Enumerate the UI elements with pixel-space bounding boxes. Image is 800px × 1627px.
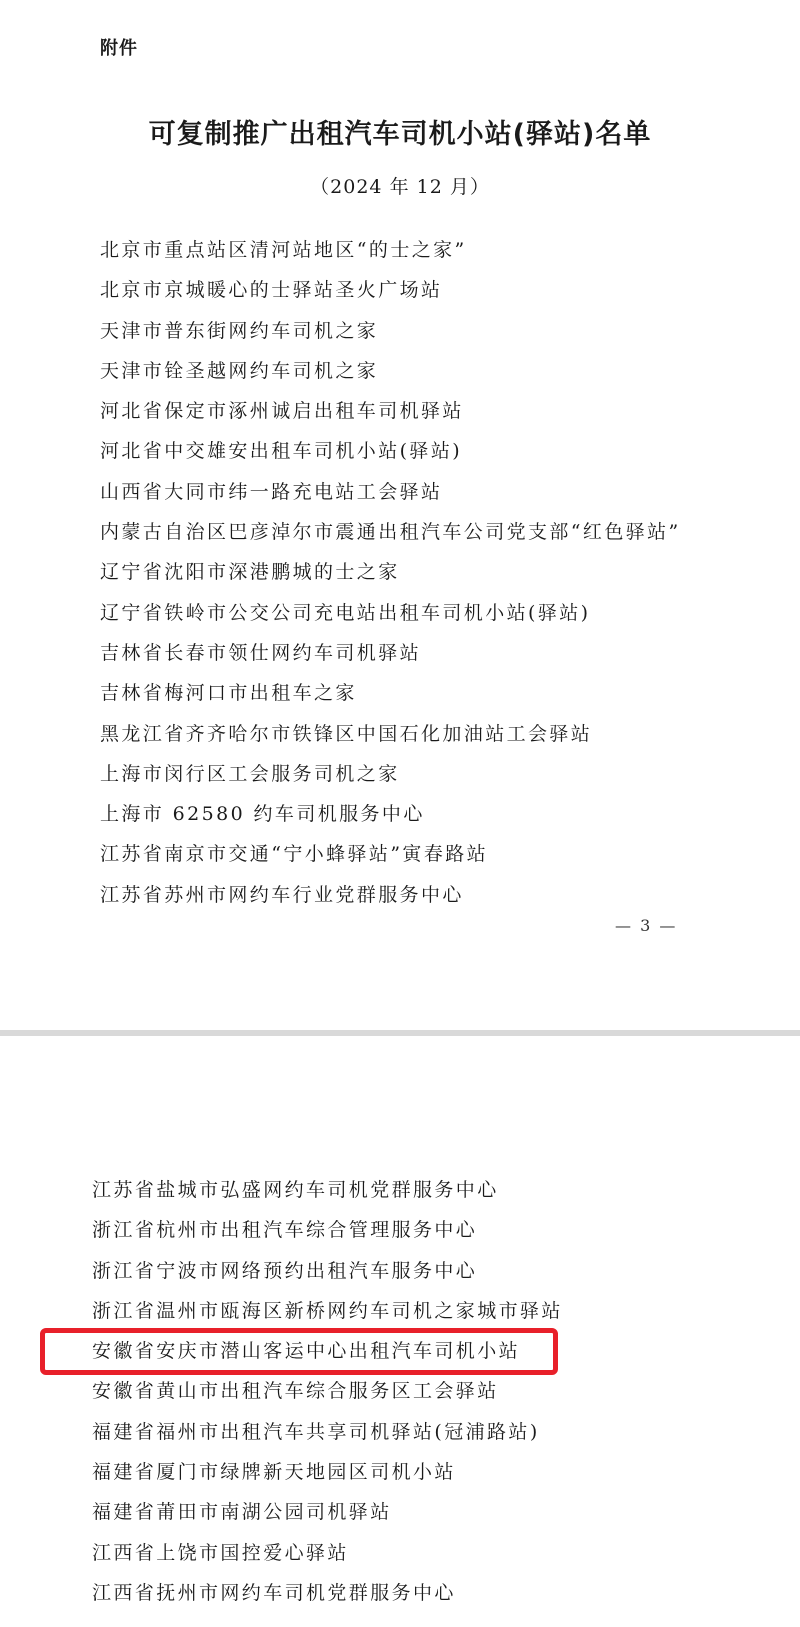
list-item: 河北省中交雄安出租车司机小站(驿站): [100, 440, 463, 463]
list-item: 河北省保定市涿州诚启出租车司机驿站: [100, 400, 464, 423]
list-item: 上海市 62580 约车司机服务中心: [100, 803, 425, 826]
list-item: 江苏省苏州市网约车行业党群服务中心: [100, 883, 464, 906]
list-item: 吉林省梅河口市出租车之家: [100, 682, 357, 705]
list-item: 江西省上饶市国控爱心驿站: [92, 1541, 349, 1564]
document-date: （2024 年 12 月）: [310, 176, 490, 198]
list-item: 天津市铨圣越网约车司机之家: [100, 359, 379, 382]
list-item: 浙江省杭州市出租汽车综合管理服务中心: [92, 1219, 478, 1242]
list-item: 福建省福州市出租汽车共享司机驿站(冠浦路站): [92, 1420, 540, 1443]
list-item: 安徽省安庆市潜山客运中心出租汽车司机小站: [92, 1340, 521, 1363]
list-item: 江苏省盐城市弘盛网约车司机党群服务中心: [92, 1179, 499, 1201]
list-item: 江西省抚州市网约车司机党群服务中心: [92, 1581, 456, 1604]
list-item: 北京市重点站区清河站地区“的士之家”: [100, 239, 467, 261]
list-item: 上海市闵行区工会服务司机之家: [100, 762, 400, 785]
highlight-box: [40, 1328, 558, 1375]
list-item: 辽宁省铁岭市公交公司充电站出租车司机小站(驿站): [100, 601, 591, 624]
page-number: — 3 —: [615, 916, 678, 935]
list-item: 安徽省黄山市出租汽车综合服务区工会驿站: [92, 1380, 499, 1403]
station-list-page-1: [100, 230, 681, 915]
list-item: 辽宁省沈阳市深港鹏城的士之家: [100, 561, 400, 584]
list-item: 天津市普东街网约车司机之家: [100, 319, 379, 342]
list-item: 福建省厦门市绿牌新天地园区司机小站: [92, 1461, 456, 1484]
list-item: 吉林省长春市领仕网约车司机驿站: [100, 641, 422, 664]
list-item: 江苏省南京市交通“宁小蜂驿站”寅春路站: [100, 843, 489, 866]
list-item: 内蒙古自治区巴彦淖尔市震通出租汽车公司党支部“红色驿站”: [100, 521, 681, 544]
list-item: 浙江省温州市瓯海区新桥网约车司机之家城市驿站: [92, 1299, 563, 1322]
list-item: 北京市京城暖心的士驿站圣火广场站: [100, 279, 443, 302]
list-item: 浙江省宁波市网络预约出租汽车服务中心: [92, 1259, 478, 1282]
list-item: 福建省莆田市南湖公园司机驿站: [92, 1501, 392, 1524]
station-list-page-2: [92, 1170, 563, 1613]
list-item: 黑龙江省齐齐哈尔市铁锋区中国石化加油站工会驿站: [100, 722, 593, 745]
document-title: 可复制推广出租汽车司机小站(驿站)名单: [148, 119, 652, 150]
list-item: 山西省大同市纬一路充电站工会驿站: [100, 480, 443, 503]
attachment-label: 附件: [100, 38, 138, 59]
